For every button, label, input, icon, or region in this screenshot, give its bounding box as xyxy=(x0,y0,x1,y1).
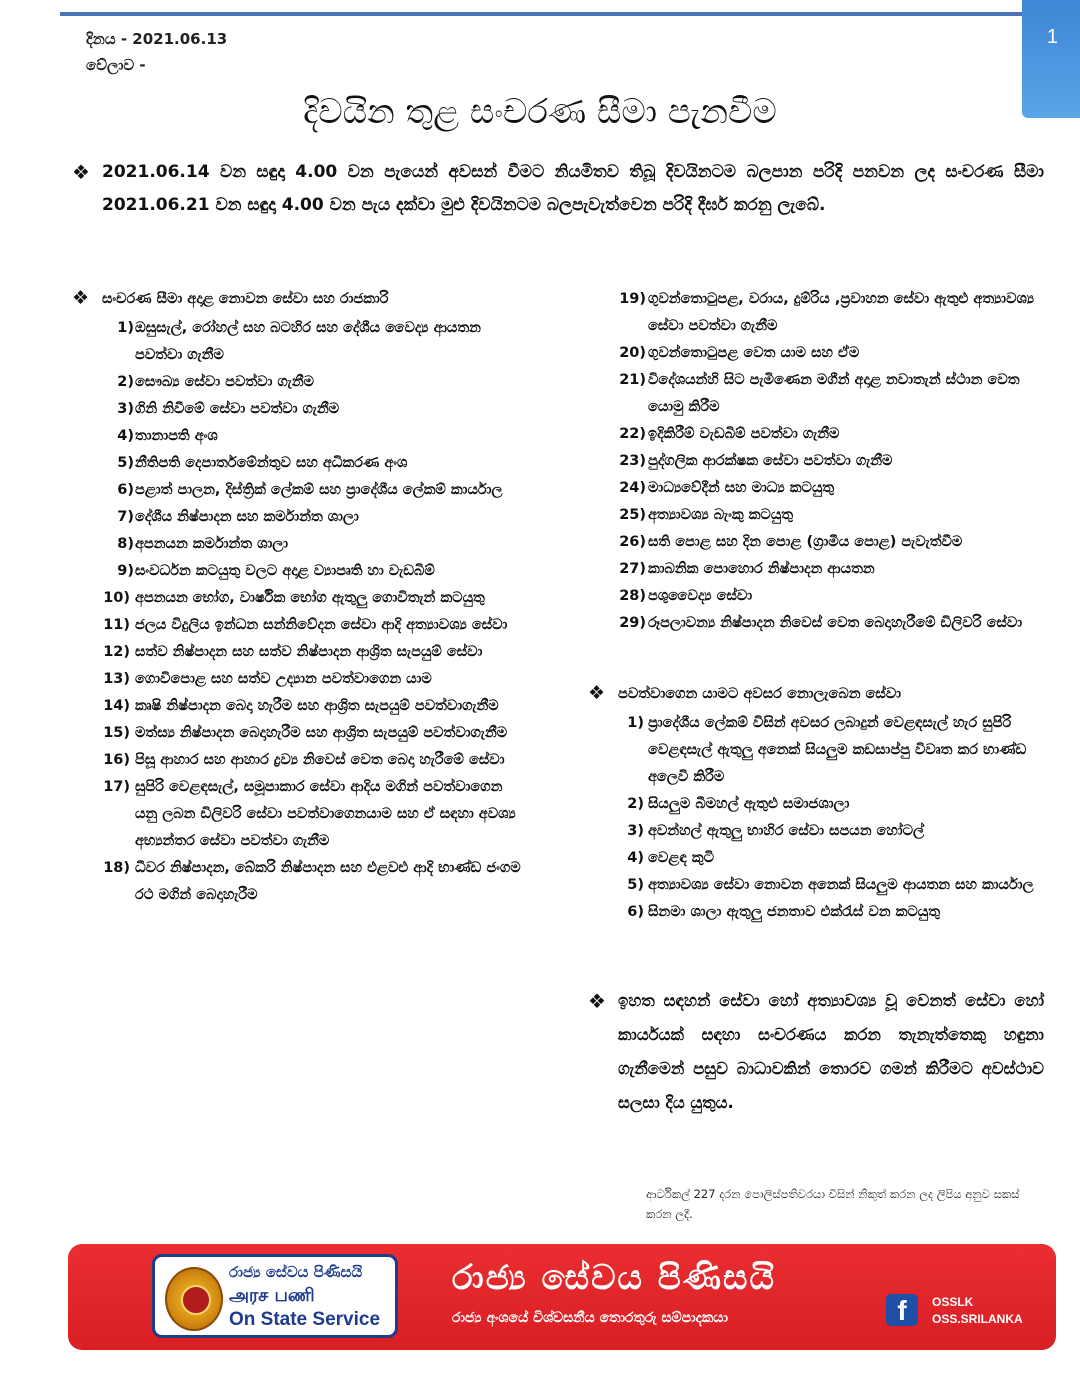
list-item: 2) සෞඛ්‍ය සේවා පවත්වා ගැනීම xyxy=(117,374,315,390)
list-item: 2) සියලුම බීමහල් ඇතුළු සමාජශාලා xyxy=(627,796,850,812)
final-note: ❖ ඉහත සඳහන් සේවා හෝ අත්‍යාවශ්‍ය වූ වෙනත් සේවා හෝ කාර්යයක් සඳහා සංචරණය කරන තැනැත්තෙකු හඳුනා ගැනීමෙන් පසුව බාධාවකින් තොරව ගමන් කිරීමට අවස්ථාව සලසා දිය යුතුය. xyxy=(588,984,1044,1120)
list-item: 8) අපනයන කර්මාන්ත ශාලා xyxy=(117,536,289,552)
list-item: 6) සිනමා ශාලා ඇතුලු ජනතාව එක්රැස් වන කටයුතු xyxy=(627,904,940,920)
footnote: ආර්ටිකල් 227 දරන පොලිස්පතිවරයා විසින් නිකුත් කරන ලද ලිපිය අනුව සකස් කරන ලදී. xyxy=(646,1187,1020,1221)
facebook-icon: f xyxy=(886,1294,918,1326)
section2-heading: ❖ පවත්වාගෙන යාමට අවසර නොලැබෙන සේවා xyxy=(588,681,1044,708)
list-item: 5) නීතිපති දෙපාර්තමේන්තුව සහ අධිකරණ අංශ xyxy=(117,455,408,471)
logo-sinhala: රාජ්‍ය සේවය පිණිසයි xyxy=(229,1263,363,1281)
list-item: 11) ජලය විදුලිය ඉන්ධන සන්නිවේදන සේවා ආදි අත්‍යාවශ්‍ය සේවා xyxy=(103,617,508,633)
left-column xyxy=(72,286,527,909)
list-item: 26) සති පොළ සහ දින පොළ (ග්‍රාමීය පොළ) පැවැත්වීම xyxy=(619,534,963,550)
list-item: 17) සුපිරි වෙළඳසැල්, සමූපාකාර සේවා ආදිය මගින් පවත්වාගෙන යනු ලබන ඩිලිවරි සේවා පවත්වාගෙනයාම සහ ඒ සඳහා අවශ්‍ය අභ්‍යන්තර සේවා පවත්වා ගැනීම xyxy=(103,779,516,849)
list-item: 13) ගොවිපොළ සහ සත්ව උද්‍යාන පවත්වාගෙන යාම xyxy=(103,671,432,687)
list-item: 21) විදේශයන්හි සිට පැමිණෙන මගීන් අදාළ නවාතැන් ස්ථාන වෙත යොමු කිරීම xyxy=(619,372,1020,415)
brand-title: රාජ්‍ය සේවය පිණිසයි xyxy=(452,1258,776,1298)
list-item: 12) සත්ව නිෂ්පාදන සහ සත්ව නිෂ්පාදන ආශ්‍රිත සැපයුම් සේවා xyxy=(103,644,483,660)
list-item: 23) පුද්ගලික ආරක්ෂක සේවා පවත්වා ගැනීම xyxy=(619,453,893,469)
list-item: 6) පළාත් පාලන, දිස්ත්‍රික් ලේකම් සහ ප්‍රාදේශීය ලේකම් කාර්යාල xyxy=(117,482,503,498)
list-item: 3) ගිනි නිවීමේ සේවා පවත්වා ගැනීම xyxy=(117,401,340,417)
facebook-name: OSSLK xyxy=(932,1295,974,1309)
list-item: 1) ඔසුසැල්, රෝහල් සහ බටහිර සහ දේශීය වෛද්‍ය ආයතන පවත්වා ගැනීම xyxy=(117,320,481,363)
top-rule xyxy=(60,12,1032,16)
list-item: 10) අපනයන භෝග, වාර්ෂික භෝග ඇතුලු ගොවිතැන් කටයුතු xyxy=(103,590,485,606)
logo-tamil: அரச பணி xyxy=(229,1285,315,1306)
list-item: 7) දේශීය නිෂ්පාදන සහ කර්මාන්ත ශාලා xyxy=(117,509,359,525)
list-item: 3) අවන්හල් ඇතුලු භාහිර සේවා සපයන හෝටල් xyxy=(627,823,925,839)
list-item: 29) රූපලාවන්‍ය නිෂ්පාදන නිවෙස් වෙත බෙදාහැරීමේ ඩිලිවරි සේවා xyxy=(619,615,1023,631)
list-item: 9) සංවර්ධන කටයුතු වලට අදාළ ව්‍යාපෘති හා වැඩබිම් xyxy=(117,563,435,579)
list-item: 5) අත්‍යාවශ්‍ය සේවා නොවන අනෙක් සියලුම ආයතන සහ කාර්යාල xyxy=(627,877,1034,893)
brand-tagline: රාජ්‍ය අංශයේ විශ්වසනීය තොරතුරු සම්පාදකයා xyxy=(452,1310,728,1326)
state-emblem-icon xyxy=(165,1267,223,1331)
bullet-diamond-icon: ❖ xyxy=(588,989,606,1013)
list-item: 19) ගුවන්තොටුපළ, වරාය, දුම්රිය ,ප්‍රවාහන සේවා ඇතුළු අත්‍යාවශ්‍ය සේවා පවත්වා ගැනීම xyxy=(619,291,1035,334)
document-title: දිවයින තුළ සංචරණ සීමා පැනවීම xyxy=(303,92,777,132)
list-item: 14) කෘෂි නිෂ්පාදන බෙදා හැරීම සහ ආශ්‍රිත සැපයුම් පවත්වාගැනීම xyxy=(103,698,499,714)
intro-text: 2021.06.14 වන සඳුදා 4.00 වන පැයෙන් අවසන් වීමට නියමිතව තිබූ දිවයිනටම බලපාන පරිදි පනවන ලද සංචරණ සීමා 2021.06.21 වන සඳුදා 4.00 වන පැය දක්වා මුළු දිවයිනටම බලපැවැත්වෙන පරිදි දීර්ඝ කරනු ලැබේ. xyxy=(102,162,1044,215)
list-item: 28) පශුවෛද්‍ය සේවා xyxy=(619,588,753,604)
list-item: 4) තානාපති අංශ xyxy=(117,428,218,444)
document-meta xyxy=(86,26,227,78)
list-item: 1) ප්‍රාදේශීය ලේකම් විසින් අවසර ලබාදුන් වෙළඳසැල් හැර සුපිරි වෙළඳසැල් ඇතුලු අනෙක් සියලුම කඩසාප්පු විවෘත කර භාණ්ඩ අලෙවි කිරීම xyxy=(627,715,1027,785)
list-item: 16) පිසූ ආහාර සහ ආහාර ද්‍රව්‍ය නිවෙස් වෙත බෙදා හැරීමේ සේවා xyxy=(103,752,505,768)
list-item: 25) අත්‍යාවශ්‍ය බැංකු කටයුතු xyxy=(619,507,794,523)
list-item: 24) මාධ්‍යවේදීන් සහ මාධ්‍ය කටයුතු xyxy=(619,480,835,496)
bullet-diamond-icon: ❖ xyxy=(588,682,606,704)
bullet-diamond-icon: ❖ xyxy=(72,287,90,309)
logo-english: On State Service xyxy=(229,1309,381,1330)
list-item: 15) මත්ස්‍ය නිෂ්පාදන බෙදාහැරීම සහ ආශ්‍රිත සැපයුම් පවත්වාගැනීම xyxy=(103,725,508,741)
section1-heading: ❖ සංචරණ සීමා අදාළ නොවන සේවා සහ රාජකාරි xyxy=(72,286,527,313)
list-item: 18) ධීවර නිෂ්පාදන, බේකරි නිෂ්පාදන සහ එළවළු ආදි භාණ්ඩ ජංගම රථ මගින් බෙදාහැරීම xyxy=(103,860,521,903)
right-column xyxy=(588,286,1044,1120)
list-item: 27) කාබනික පොහොර නිෂ්පාදන ආයතන xyxy=(619,561,875,577)
list-item: 22) ඉදිකිරීම් වැඩබිම් පවත්වා ගැනීම xyxy=(619,426,840,442)
facebook-handles xyxy=(932,1294,1023,1328)
bullet-diamond-icon: ❖ xyxy=(72,160,90,184)
page-number: 1 xyxy=(1046,26,1058,48)
date-line: දිනය - 2021.06.13 xyxy=(86,30,228,48)
time-line: වේලාව - xyxy=(86,56,146,74)
intro-paragraph xyxy=(72,156,1044,222)
oss-logo xyxy=(152,1254,398,1338)
list-item: 4) වෙළඳ කුටි xyxy=(627,850,715,866)
list-item: 20) ගුවන්තොටුපළ වෙත යාම සහ ඒම xyxy=(619,345,860,361)
facebook-handle: OSS.SRILANKA xyxy=(932,1312,1023,1326)
footer-banner xyxy=(68,1244,1056,1350)
